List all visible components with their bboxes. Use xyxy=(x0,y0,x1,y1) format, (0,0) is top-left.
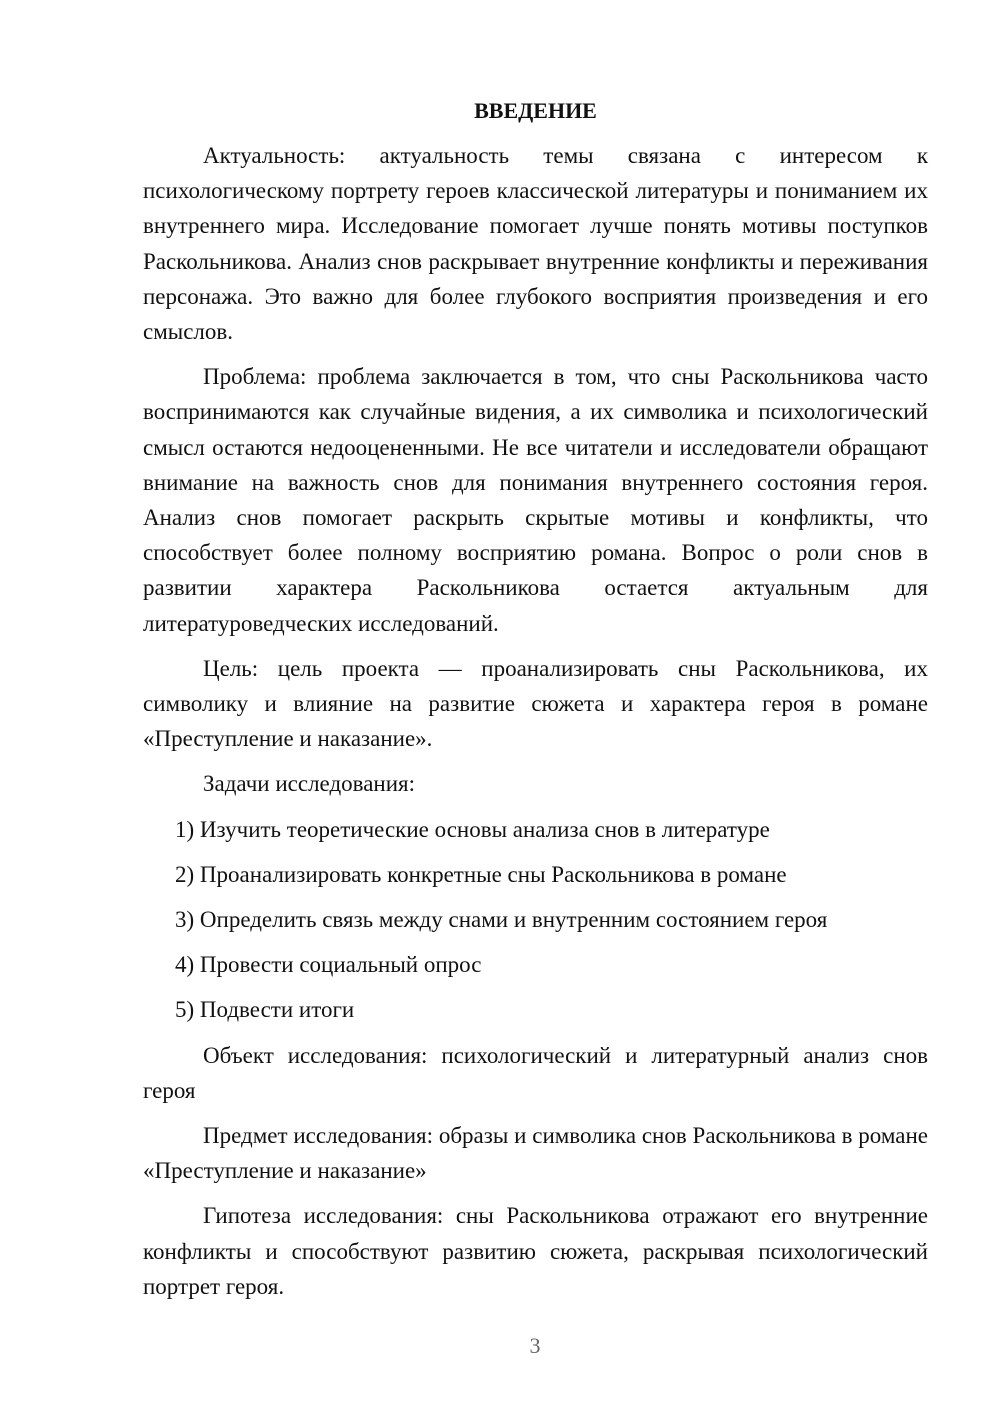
hypothesis-paragraph: Гипотеза исследования: сны Раскольникова отражают его внутренние конфликты и способствуют развитию сюжета, раскрывая психологический портрет героя. xyxy=(143,1203,928,1299)
page-number: 3 xyxy=(529,1333,541,1358)
page-title: ВВЕДЕНИЕ xyxy=(474,98,597,123)
relevance-paragraph: Актуальность: актуальность темы связана с интересом к психологическому портрету героев классической литературы и пониманием их внутреннего мира. Исследование помогает лучше понять мотивы поступков Раскольникова. Анализ снов раскрывает внутренние конфликты и переживания персонажа. Это важно для более глубокого восприятия произведения и его смыслов. xyxy=(143,143,928,345)
problem-paragraph: Проблема: проблема заключается в том, что сны Раскольникова часто воспринимаются как случайные видения, а их символика и психологический смысл остаются недооцененными. Не все читатели и исследователи обращают внимание на важность снов для понимания внутреннего состояния героя. Анализ снов помогает раскрыть скрытые мотивы и конфликты, что способствует более полному восприятию романа. Вопрос о роли снов в развитии характера Раскольникова остается актуальным для литературоведческих исследований. xyxy=(143,364,928,636)
list-item: 2) Проанализировать конкретные сны Раскольникова в романе xyxy=(175,861,787,887)
list-item: 3) Определить связь между снами и внутренним состоянием героя xyxy=(175,907,828,933)
goal-paragraph: Цель: цель проекта — проанализировать сны Раскольникова, их символику и влияние на развитие сюжета и характера героя в романе «Преступление и наказание». xyxy=(143,655,928,752)
object-paragraph: Объект исследования: психологический и литературный анализ снов героя xyxy=(143,1042,928,1103)
tasks-list xyxy=(143,812,928,1028)
list-item: 1) Изучить теоретические основы анализа снов в литературе xyxy=(175,816,770,842)
list-item: 4) Провести социальный опрос xyxy=(175,952,482,978)
tasks-heading: Задачи исследования: xyxy=(203,771,416,797)
document-page xyxy=(143,96,928,1304)
list-item: 5) Подвести итоги xyxy=(175,997,355,1023)
subject-paragraph: Предмет исследования: образы и символика снов Раскольникова в романе «Преступление и наказание» xyxy=(143,1123,928,1184)
